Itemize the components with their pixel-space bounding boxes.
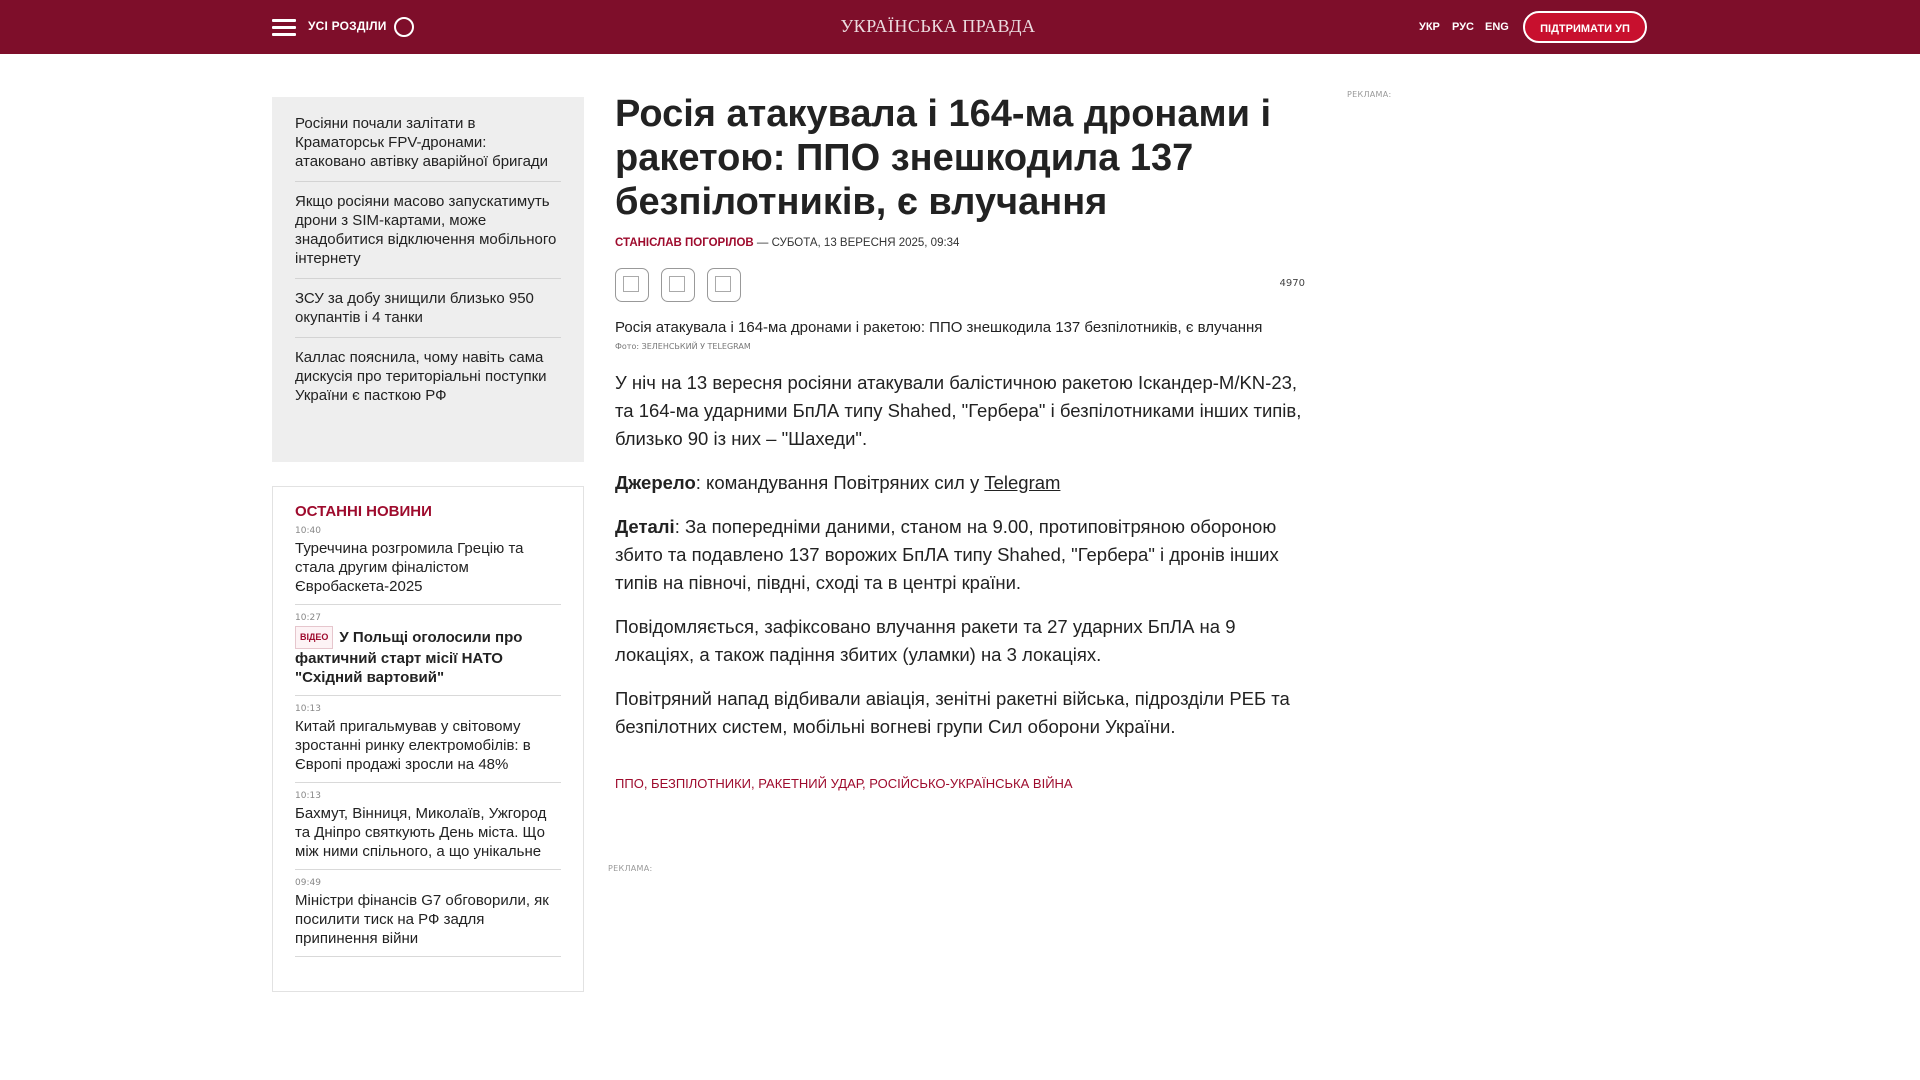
video-badge: ВІДЕО: [295, 626, 333, 649]
related-news-block: [272, 97, 584, 462]
telegram-link[interactable]: Telegram: [984, 472, 1061, 493]
article-paragraph: Повітряний напад відбивали авіація, зенітні ракетні війська, підрозділи РЕБ та безпілотних систем, мобільні вогневі групи Сил оборони України.: [615, 688, 1290, 737]
latest-news-title[interactable]: ОСТАННІ НОВИНИ: [295, 503, 432, 520]
article-paragraph: [615, 469, 1305, 497]
lang-eng-link[interactable]: ENG: [1485, 21, 1509, 33]
author-link[interactable]: СТАНІСЛАВ ПОГОРІЛОВ: [615, 237, 754, 249]
article-byline: [615, 237, 1305, 249]
tag-link[interactable]: РОСІЙСЬКО-УКРАЇНСЬКА ВІЙНА: [869, 776, 1073, 791]
tag-link[interactable]: БЕЗПІЛОТНИКИ: [651, 776, 752, 791]
article-photo: Росія атакувала і 164-ма дронами і ракетою: ППО знешкодила 137 безпілотників, є влучання: [615, 319, 1263, 336]
lang-rus-link[interactable]: РУС: [1452, 21, 1474, 33]
source-text: : командування Повітряних сил у: [695, 472, 985, 493]
tag-link[interactable]: ППО: [615, 776, 644, 791]
share-row: [615, 268, 1305, 304]
news-time: 10:40: [295, 526, 321, 536]
news-list-item[interactable]: [295, 791, 561, 870]
views-count: 4970: [1279, 278, 1305, 289]
article-date: СУБОТА, 13 ВЕРЕСНЯ 2025, 09:34: [771, 237, 960, 249]
news-list-item[interactable]: [295, 613, 561, 696]
article: [615, 92, 1305, 791]
related-news-link[interactable]: Каллас пояснила, чому навіть сама дискусія про територіальні поступки України є пасткою РФ: [295, 349, 547, 404]
byline-separator: —: [753, 237, 772, 249]
tag-link[interactable]: РАКЕТНИЙ УДАР: [758, 776, 862, 791]
share-twitter-icon[interactable]: [661, 268, 695, 302]
details-text: : За попередніми даними, станом на 9.00, протиповітряною обороною збито та подавлено 137 ворожих БпЛА типу Shahed, "Гербера" і дронів інших типів на півночі, півдні, сході та в центрі країни.: [615, 516, 1279, 593]
all-sections-link[interactable]: УСІ РОЗДІЛИ: [308, 19, 387, 33]
share-telegram-icon[interactable]: [707, 268, 741, 302]
details-label: Деталі: [615, 516, 675, 537]
news-time: 10:27: [295, 613, 321, 623]
top-navigation-bar: [0, 0, 1920, 54]
news-time: 10:13: [295, 791, 321, 801]
article-paragraph: Повідомляється, зафіксовано влучання ракети та 27 ударних БпЛА на 9 локаціях, а також падіння збитих (уламки) на 3 локаціях.: [615, 616, 1236, 665]
related-news-link[interactable]: Якщо росіяни масово запускатимуть дрони з SIM-картами, може знадобитися відключення мобільного інтернету: [295, 192, 561, 279]
news-list-item[interactable]: [295, 704, 561, 783]
latest-news-block: [272, 486, 584, 992]
article-paragraph: [615, 513, 1305, 597]
news-headline[interactable]: Міністри фінансів G7 обговорили, як посилити тиск на РФ задля припинення війни: [295, 892, 549, 947]
source-label: Джерело: [615, 472, 696, 493]
news-time: 09:49: [295, 878, 321, 888]
article-tags: ППО, БЕЗПІЛОТНИКИ, РАКЕТНИЙ УДАР, РОСІЙСЬКО-УКРАЇНСЬКА ВІЙНА: [615, 776, 1073, 791]
related-news-link[interactable]: Росіяни почали залітати в Краматорськ FPV-дронами: атаковано автівку аварійної бригади: [295, 114, 561, 182]
news-list-item[interactable]: [295, 526, 561, 605]
ad-label: РЕКЛАМА:: [608, 864, 653, 873]
news-list-item[interactable]: [295, 878, 561, 957]
news-headline[interactable]: Бахмут, Вінниця, Миколаїв, Ужгород та Дніпро святкують День міста. Що між ними спільного, а що унікальне: [295, 805, 547, 860]
news-time: 10:13: [295, 704, 321, 714]
article-paragraph: У ніч на 13 вересня росіяни атакували балістичною ракетою Іскандер-М/KN-23, та 164-ма ударними БпЛА типу Shahed, "Гербера" і безпілотниками інших типів, близько 90 із них – "Шахеди".: [615, 372, 1302, 449]
news-headline[interactable]: Туреччина розгромила Грецію та стала другим фіналістом Євробаскета-2025: [295, 540, 524, 595]
article-headline: Росія атакувала і 164-ма дронами і ракетою: ППО знешкодила 137 безпілотників, є влучання: [615, 93, 1272, 223]
site-logo[interactable]: УКРАЇНСЬКА ПРАВДА: [840, 16, 1036, 36]
share-facebook-icon[interactable]: [615, 268, 649, 302]
news-headline-wrap[interactable]: [295, 626, 561, 687]
ad-label: РЕКЛАМА:: [1347, 90, 1392, 99]
photo-credit: Фото: ЗЕЛЕНСЬКИЙ У TELEGRAM: [615, 342, 751, 351]
support-button[interactable]: ПІДТРИМАТИ УП: [1523, 11, 1647, 43]
related-news-link[interactable]: ЗСУ за добу знищили близько 950 окупантів і 4 танки: [295, 289, 561, 338]
lang-ukr-link[interactable]: УКР: [1419, 21, 1440, 33]
news-headline[interactable]: У Польщі оголосили про фактичний старт місії НАТО "Східний вартовий": [295, 629, 523, 686]
news-headline[interactable]: Китай пригальмував у світовому зростанні ринку електромобілів: в Європі продажі зросли на 48%: [295, 718, 531, 773]
